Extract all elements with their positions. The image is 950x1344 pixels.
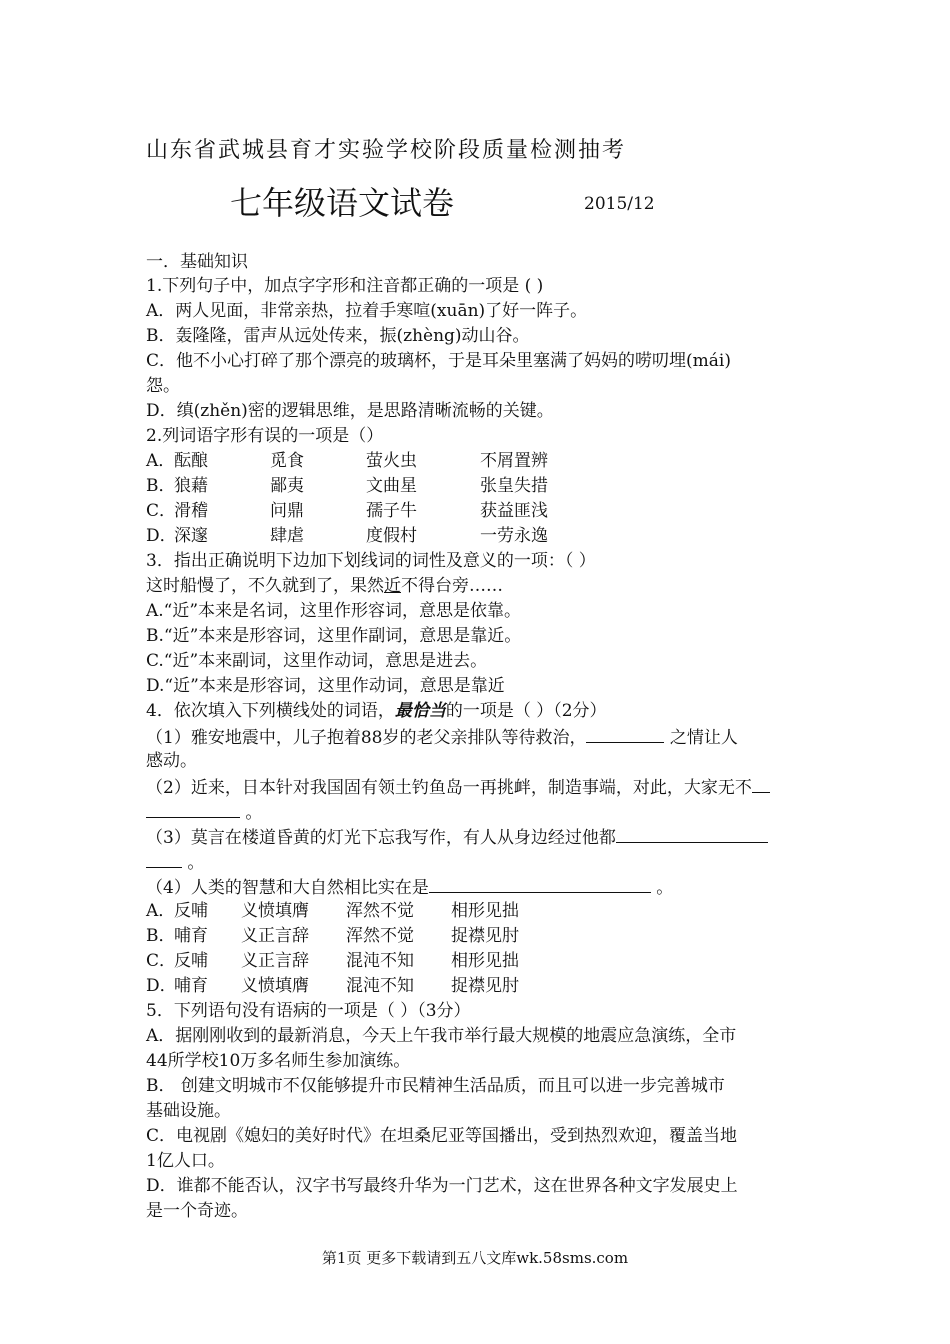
option-letter: D． [146, 976, 177, 996]
q5-option-a: A．据刚刚收到的最新消息，今天上午我市举行最大规模的地震应急演练，全市 [146, 1026, 737, 1046]
q1-option-c: C．他不小心打碎了那个漂亮的玻璃杯，于是耳朵里塞满了妈妈的唠叨埋(mái) [146, 351, 731, 371]
q4-s2-tail: 。 [240, 803, 263, 823]
q3-option-b: B.“近”本来是形容词，这里作副词，意思是靠近。 [146, 626, 522, 646]
q5-option-c-cont: 1亿人口。 [146, 1151, 225, 1171]
answer-blank[interactable] [146, 799, 240, 818]
option-word: 问鼎 [270, 501, 304, 521]
q3-underlined-word: 近 [384, 576, 401, 596]
q2-stem: 2.列词语字形有误的一项是（） [146, 426, 384, 446]
q3-sentence-pre: 这时船慢了，不久就到了，果然 [146, 576, 384, 596]
option-word: 孺子牛 [366, 501, 417, 521]
option-word: 捉襟见肘 [451, 926, 519, 946]
option-letter: B． [146, 476, 176, 496]
q4-stem-emphasis: 最恰当 [394, 701, 446, 721]
option-word: 哺育 [174, 926, 208, 946]
option-word: 混沌不知 [346, 976, 414, 996]
q5-option-d: D．谁都不能否认，汉字书写最终升华为一门艺术，这在世界各种文字发展史上 [146, 1176, 738, 1196]
option-letter: C． [146, 951, 177, 971]
q5-option-b-cont: 基础设施。 [146, 1101, 231, 1121]
q1-option-b: B．轰隆隆，雷声从远处传来，振(zhèng)动山谷。 [146, 326, 530, 346]
option-word: 义正言辞 [241, 926, 309, 946]
q1-option-d: D．缜(zhěn)密的逻辑思维，是思路清晰流畅的关键。 [146, 401, 554, 421]
q3-option-a: A.“近”本来是名词，这里作形容词，意思是依靠。 [146, 601, 522, 621]
q3-sentence [146, 574, 503, 599]
option-word: 一劳永逸 [480, 526, 548, 546]
q3-option-d: D.“近”本来是形容词，这里作动词，意思是靠近 [146, 676, 505, 696]
q1-option-a: A．两人见面，非常亲热，拉着手寒喧(xuān)了好一阵子。 [146, 301, 588, 321]
option-letter: A． [146, 451, 176, 471]
option-word: 义正言辞 [241, 951, 309, 971]
q3-sentence-post: 不得台旁…… [401, 576, 503, 596]
option-word: 义愤填膺 [241, 901, 309, 921]
q4-s4-text: （4）人类的智慧和大自然相比实在是 [146, 878, 429, 898]
q4-sentence-3 [146, 824, 768, 849]
q4-stem-pre: 4．依次填入下列横线处的词语， [146, 701, 395, 721]
option-word: 哺育 [174, 976, 208, 996]
q4-sentence-1 [146, 724, 738, 749]
q4-stem [146, 699, 607, 724]
q3-stem: 3．指出正确说明下边加下划线词的词性及意义的一项：（ ） [146, 551, 596, 571]
q4-s1-text: （1）雅安地震中，儿子抱着88岁的老父亲排队等待救治， [146, 728, 587, 748]
option-word: 浑然不觉 [346, 901, 414, 921]
option-word: 捉襟见肘 [451, 976, 519, 996]
q4-s3-tail: 。 [182, 853, 205, 873]
q1-stem: 1.下列句子中，加点字字形和注音都正确的一项是 ( ) [146, 276, 544, 296]
q4-s4-tail: 。 [650, 878, 674, 898]
q5-option-d-cont: 是一个奇迹。 [146, 1201, 248, 1221]
q5-option-b: B． 创建文明城市不仅能够提升市民精神生活品质，而且可以进一步完善城市 [146, 1076, 725, 1096]
q4-sentence-4 [146, 874, 673, 899]
q4-sentence-2-cont [146, 799, 262, 824]
option-word: 相形见拙 [451, 901, 519, 921]
q4-s3-text: （3）莫言在楼道昏黄的灯光下忘我写作，有人从身边经过他都 [146, 828, 616, 848]
answer-blank[interactable] [586, 724, 664, 743]
option-letter: A． [146, 901, 176, 921]
option-letter: C． [146, 501, 177, 521]
option-letter: D． [146, 526, 177, 546]
option-word: 鄙夷 [270, 476, 304, 496]
option-word: 义愤填膺 [241, 976, 309, 996]
q1-option-c-cont: 怨。 [146, 376, 180, 396]
school-title: 山东省武城县育才实验学校阶段质量检测抽考 [146, 138, 627, 163]
option-word: 觅食 [270, 451, 304, 471]
q3-option-c: C.“近”本来副词，这里作动词，意思是进去。 [146, 651, 488, 671]
option-word: 获益匪浅 [480, 501, 548, 521]
page-footer: 第1页 更多下载请到五八文库wk.58sms.com [321, 1249, 629, 1267]
q4-s2-text: （2）近来，日本针对我国固有领土钓鱼岛一再挑衅，制造事端，对此，大家无不 [146, 778, 752, 798]
option-word: 度假村 [366, 526, 417, 546]
option-word: 反哺 [174, 951, 208, 971]
q4-sentence-2 [146, 774, 770, 799]
q5-option-a-cont: 44所学校10万多名师生参加演练。 [146, 1051, 411, 1071]
option-word: 肆虐 [270, 526, 304, 546]
q5-option-c: C．电视剧《媳妇的美好时代》在坦桑尼亚等国播出，受到热烈欢迎，覆盖当地 [146, 1126, 738, 1146]
paper-date: 2015/12 [584, 194, 655, 214]
option-word: 酝酿 [174, 451, 208, 471]
answer-blank[interactable] [616, 824, 768, 843]
option-word: 张皇失措 [480, 476, 548, 496]
q4-s1-tail: 之情让人 [664, 728, 738, 748]
answer-blank[interactable] [146, 849, 182, 868]
option-word: 反哺 [174, 901, 208, 921]
section-heading: 一．基础知识 [146, 252, 248, 272]
option-word: 深邃 [174, 526, 208, 546]
option-word: 狼藉 [174, 476, 208, 496]
q4-stem-post: 的一项是（ ）（2分） [445, 701, 607, 721]
paper-title: 七年级语文试卷 [230, 184, 455, 222]
answer-blank[interactable] [429, 874, 651, 893]
option-word: 滑稽 [174, 501, 208, 521]
q5-stem: 5．下列语句没有语病的一项是（ ）（3分） [146, 1001, 471, 1021]
option-word: 混沌不知 [346, 951, 414, 971]
option-letter: B． [146, 926, 176, 946]
option-word: 相形见拙 [451, 951, 519, 971]
q4-sentence-1-cont: 感动。 [146, 751, 197, 771]
option-word: 萤火虫 [366, 451, 417, 471]
q4-sentence-3-cont [146, 849, 204, 874]
option-word: 不屑置辨 [480, 451, 548, 471]
option-word: 浑然不觉 [346, 926, 414, 946]
option-word: 文曲星 [366, 476, 417, 496]
answer-blank[interactable] [752, 774, 770, 793]
